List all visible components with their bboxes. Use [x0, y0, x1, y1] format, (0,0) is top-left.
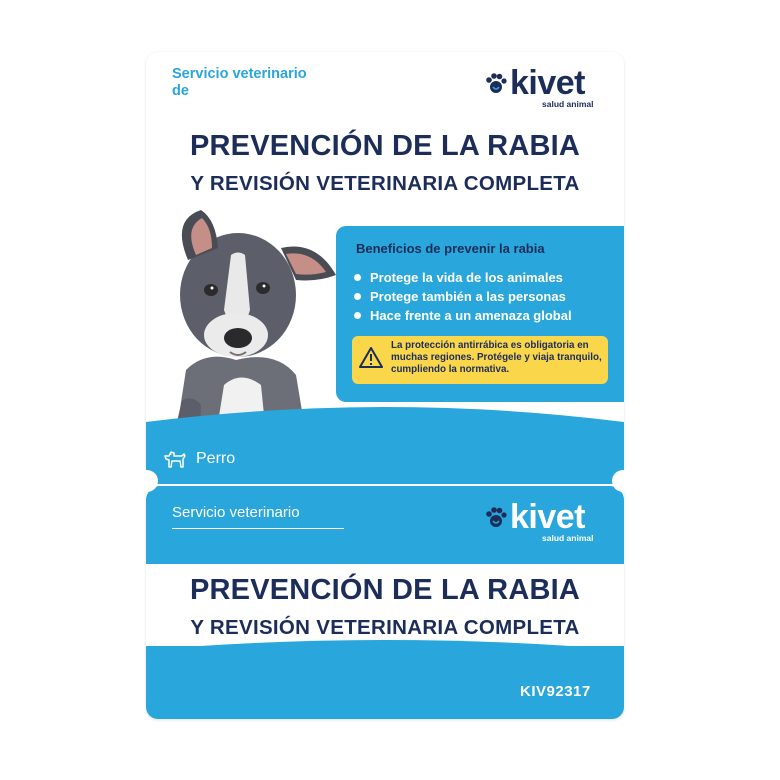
lower-service-text: Servicio veterinario — [172, 504, 300, 521]
kivet-logo-lower — [484, 498, 594, 543]
list-item: Hace frente a un amenaza global — [354, 306, 572, 325]
logo-sub: salud animal — [542, 533, 594, 543]
logo-sub: salud animal — [542, 99, 594, 109]
service-text: Servicio veterinario de — [172, 66, 307, 99]
title-line1: PREVENCIÓN DE LA RABIA — [189, 130, 581, 162]
pet-type-label: Perro — [196, 450, 236, 467]
paw-icon — [484, 72, 508, 96]
logo-word: kivet — [510, 498, 585, 536]
dog-icon — [162, 447, 188, 469]
kivet-logo — [484, 64, 594, 109]
logo-word: kivet — [510, 64, 585, 102]
list-item: Protege la vida de los animales — [354, 268, 572, 287]
lower-title-line2: Y REVISIÓN VETERINARIA COMPLETA — [190, 616, 580, 639]
list-item: Protege también a las personas — [354, 287, 572, 306]
benefits-list — [354, 268, 572, 325]
title-line2: Y REVISIÓN VETERINARIA COMPLETA — [190, 172, 580, 195]
warning-icon — [359, 346, 383, 370]
product-code: KIV92317 — [520, 683, 591, 700]
bullet-icon — [354, 312, 361, 319]
bullet-icon — [354, 293, 361, 300]
lower-title-line1: PREVENCIÓN DE LA RABIA — [189, 574, 581, 606]
tear-notch-right — [612, 470, 634, 492]
benefits-title: Beneficios de prevenir la rabia — [356, 241, 545, 256]
paw-icon — [484, 506, 508, 530]
tear-notch-left — [136, 470, 158, 492]
dog-photo — [146, 200, 341, 435]
underline — [172, 528, 344, 529]
bullet-icon — [354, 274, 361, 281]
warning-text: La protección antirrábica es obligatoria en muchas regiones. Protégele y viaja tranquilo, cumpliendo la normativa. — [391, 340, 602, 375]
